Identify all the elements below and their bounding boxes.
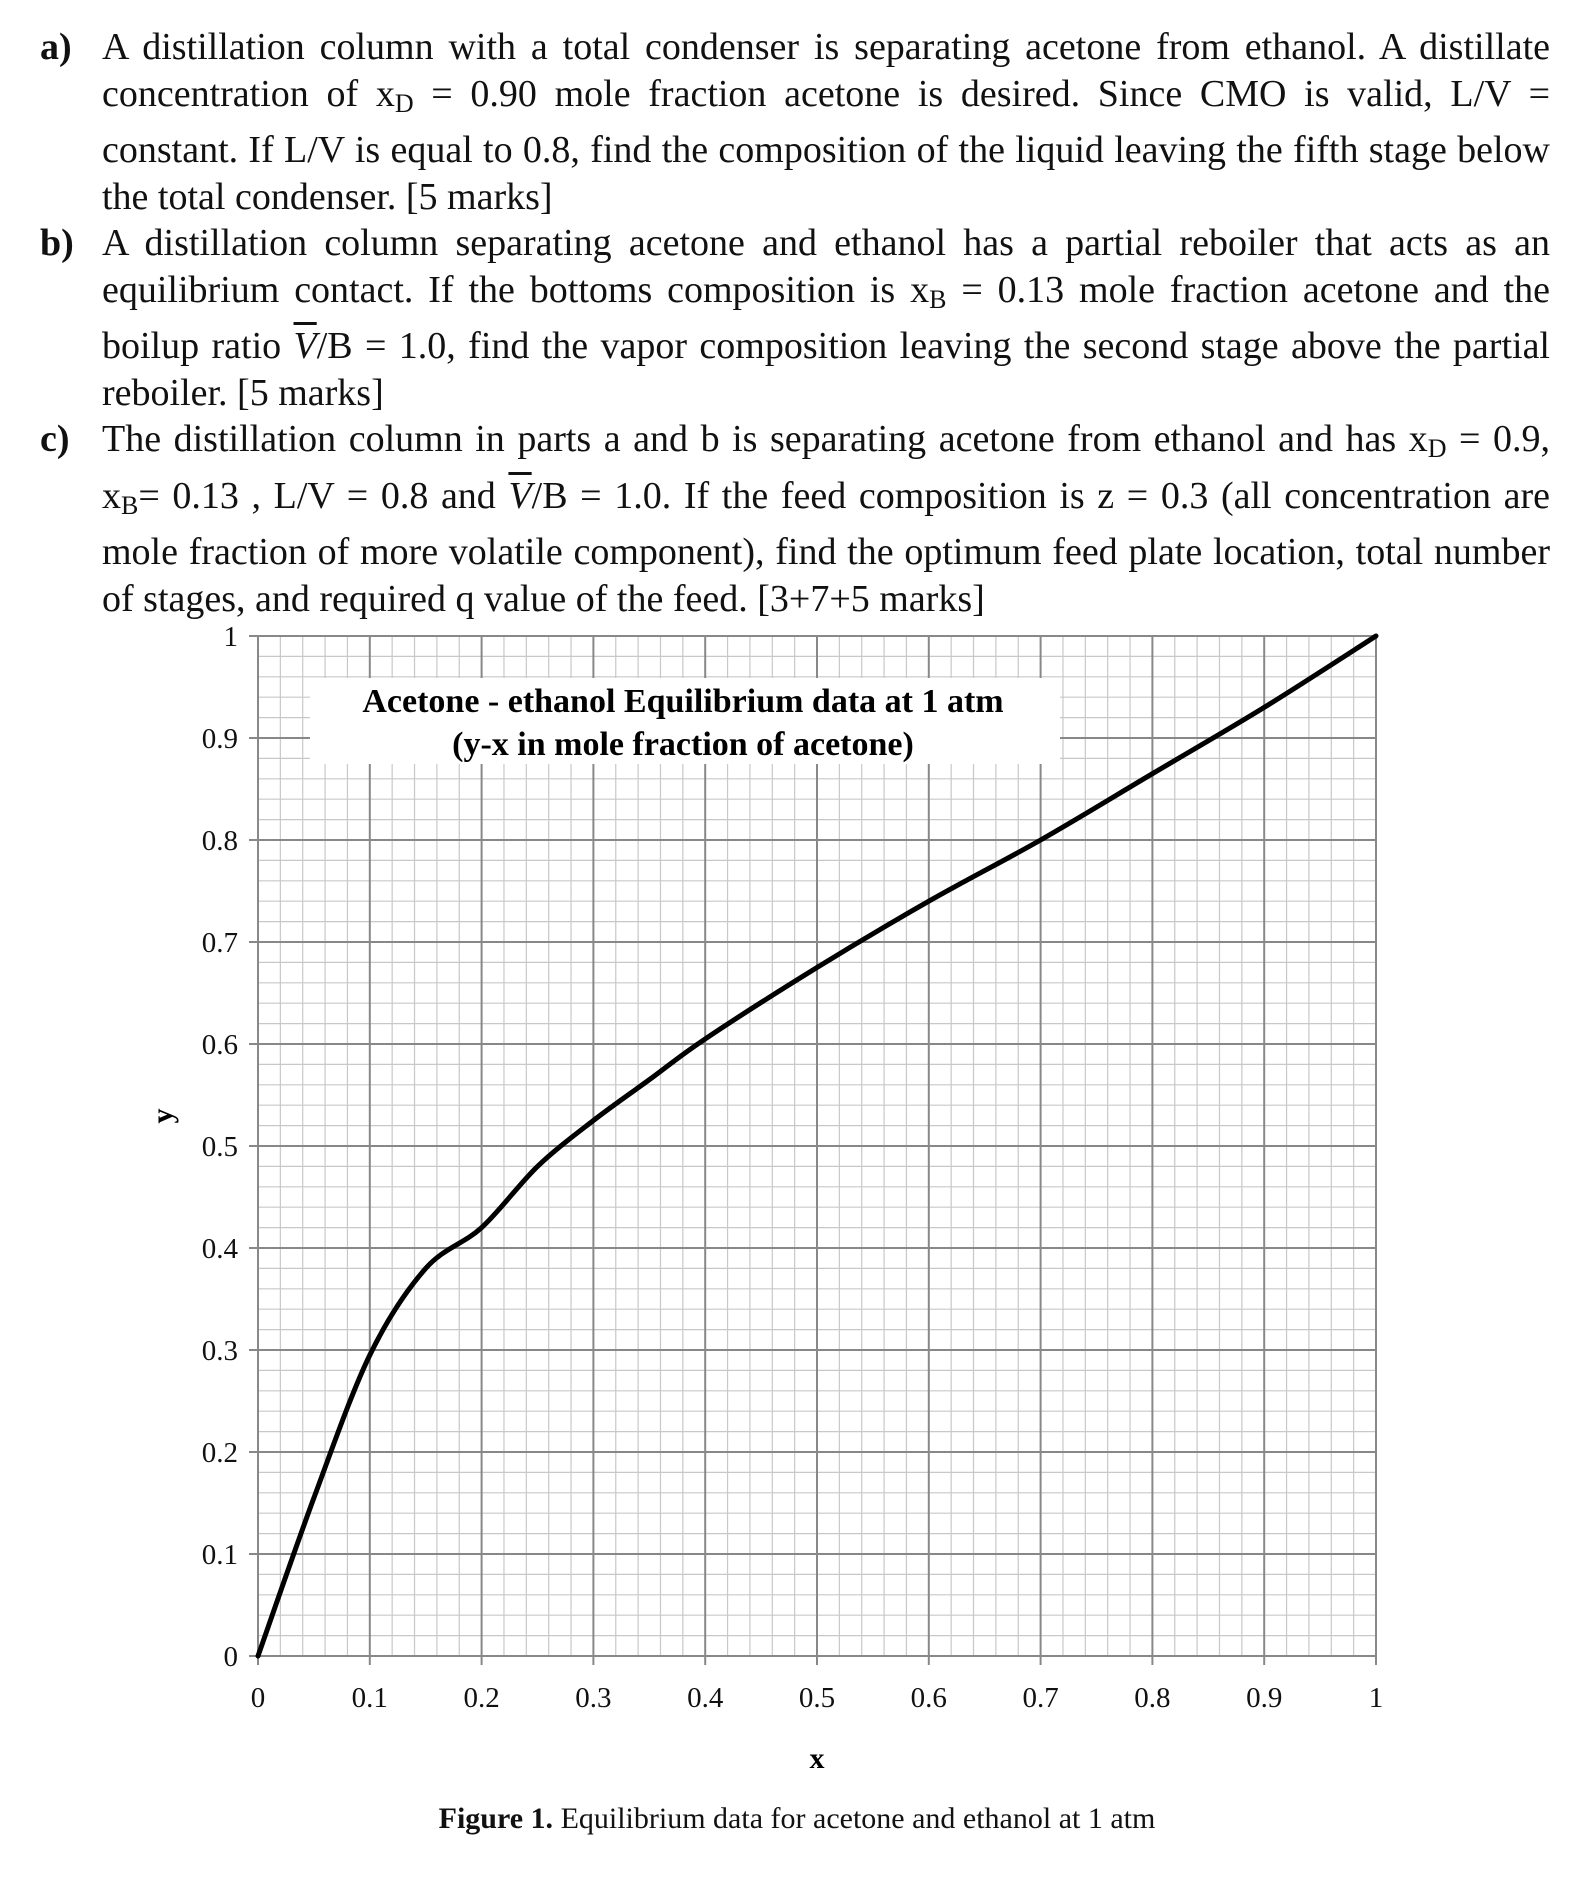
- question-label: c): [40, 418, 70, 460]
- y-tick-label: 0.7: [201, 927, 238, 959]
- y-tick-label: 0.1: [201, 1539, 238, 1571]
- question-text: A distillation column separating acetone and ethanol has a partial reboiler that acts as an equilibrium contact. If the bottoms composition is $x_B = 0.13$ mole fraction acetone and the boilup ratio $\overline{V}/B = 1.0$, find the vapor composition leaving the second stage above the partial reboiler. [5 marks]: [102, 222, 1550, 414]
- major-grid: [249, 636, 1376, 1665]
- y-tick-label: 0.3: [201, 1335, 238, 1367]
- chart-title: Acetone - ethanol Equilibrium data at 1 atm: [362, 683, 1004, 720]
- x-tick-label: 1: [1368, 1682, 1384, 1714]
- y-tick-label: 1: [223, 621, 238, 653]
- question-c: [40, 416, 1550, 622]
- x-tick-labels: [251, 1682, 1384, 1714]
- x-tick-label: 0.3: [575, 1682, 612, 1714]
- y-tick-label: 0.8: [201, 825, 238, 857]
- y-tick-label: 0.6: [201, 1029, 238, 1061]
- question-label: a): [40, 26, 72, 68]
- x-tick-label: 0.6: [910, 1682, 947, 1714]
- x-tick-label: 0.8: [1134, 1682, 1171, 1714]
- y-tick-label: 0: [223, 1641, 238, 1673]
- x-tick-label: 0.4: [687, 1682, 724, 1714]
- y-tick-labels: [202, 621, 239, 1673]
- x-tick-label: 0.2: [463, 1682, 500, 1714]
- question-text: A distillation column with a total condenser is separating acetone from ethanol. A distillate concentration of $x_D = 0.90$ mole fraction acetone is desired. Since CMO is valid, L/V = constant. If L/V is equal to 0.8, find the composition of the liquid leaving the fifth stage below the total condenser. [5 marks]: [102, 26, 1550, 218]
- y-tick-label: 0.2: [201, 1437, 238, 1469]
- x-axis-label: x: [809, 1742, 825, 1775]
- x-tick-label: 0.7: [1022, 1682, 1059, 1714]
- x-tick-label: 0.9: [1246, 1682, 1283, 1714]
- x-tick-label: 0: [250, 1682, 266, 1714]
- question-label: b): [40, 222, 74, 264]
- y-tick-label: 0.5: [201, 1131, 238, 1163]
- y-axis-label: y: [146, 1108, 179, 1124]
- y-tick-label: 0.4: [201, 1233, 238, 1265]
- question-b: [40, 220, 1550, 416]
- x-tick-label: 0.5: [798, 1682, 836, 1714]
- question-text: The distillation column in parts a and b is separating acetone from ethanol and has $x_D = 0.9$, $x_B= 0.13$ , L/V = 0.8 and $\overline{V}/B = 1.0$. If the feed composition is z = 0.3 (all concentration are mole fraction of more volatile component), find the optimum feed plate location, total number of stages, and required q value of the feed. [3+7+5 marks]: [102, 418, 1550, 620]
- chart-subtitle: (y-x in mole fraction of acetone): [452, 726, 914, 763]
- equilibrium-chart: [0, 600, 1594, 1790]
- x-tick-label: 0.1: [351, 1682, 388, 1714]
- y-tick-label: 0.9: [201, 723, 238, 755]
- question-list: [40, 24, 1550, 622]
- question-a: [40, 24, 1550, 220]
- figure-caption: Figure 1. Equilibrium data for acetone and ethanol at 1 atm: [438, 1802, 1156, 1835]
